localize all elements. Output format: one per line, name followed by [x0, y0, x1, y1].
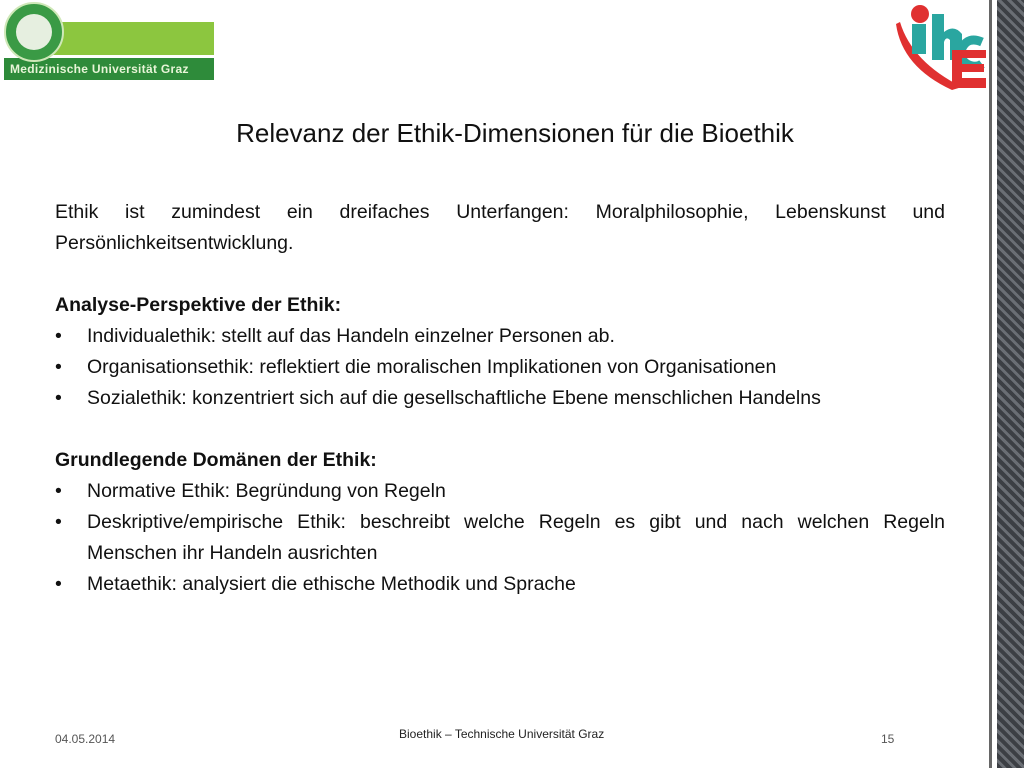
section-heading: Grundlegende Domänen der Ethik: — [55, 449, 377, 471]
intro-paragraph: Ethik ist zumindest ein dreifaches Unterfangen: Moralphilosophie, Lebenskunst und Persönlichkeitsentwicklung. — [55, 201, 945, 254]
list-item: • Normative Ethik: Begründung von Regeln — [55, 476, 945, 507]
footer-date: 04.05.2014 — [55, 732, 116, 746]
right-textured-border — [997, 0, 1024, 768]
bullet-list — [55, 321, 945, 414]
slide-title: Relevanz der Ethik-Dimensionen für die Bioethik — [236, 118, 794, 148]
page-number: 15 — [881, 732, 895, 746]
university-seal-icon — [4, 2, 64, 62]
list-item: • Sozialethik: konzentriert sich auf die gesellschaftliche Ebene menschlichen Handelns — [55, 383, 945, 414]
footer-center: Bioethik – Technische Universität Graz — [399, 727, 605, 741]
right-border-line — [989, 0, 992, 768]
logo-text: Medizinische Universität Graz — [4, 58, 214, 80]
list-item: • Deskriptive/empirische Ethik: beschreibt welche Regeln es gibt und nach welchen Regeln Menschen ihr Handeln ausrichten — [55, 507, 945, 569]
list-item: • Individualethik: stellt auf das Handeln einzelner Personen ab. — [55, 321, 945, 352]
ihce-logo — [892, 2, 988, 92]
section-heading: Analyse-Perspektive der Ethik: — [55, 294, 342, 316]
medical-university-graz-logo — [2, 2, 214, 78]
list-item: • Organisationsethik: reflektiert die moralischen Implikationen von Organisationen — [55, 352, 945, 383]
list-item: • Metaethik: analysiert die ethische Methodik und Sprache — [55, 569, 945, 600]
logo-bar — [42, 22, 214, 55]
bullet-list — [55, 476, 945, 600]
slide-body — [55, 197, 945, 600]
